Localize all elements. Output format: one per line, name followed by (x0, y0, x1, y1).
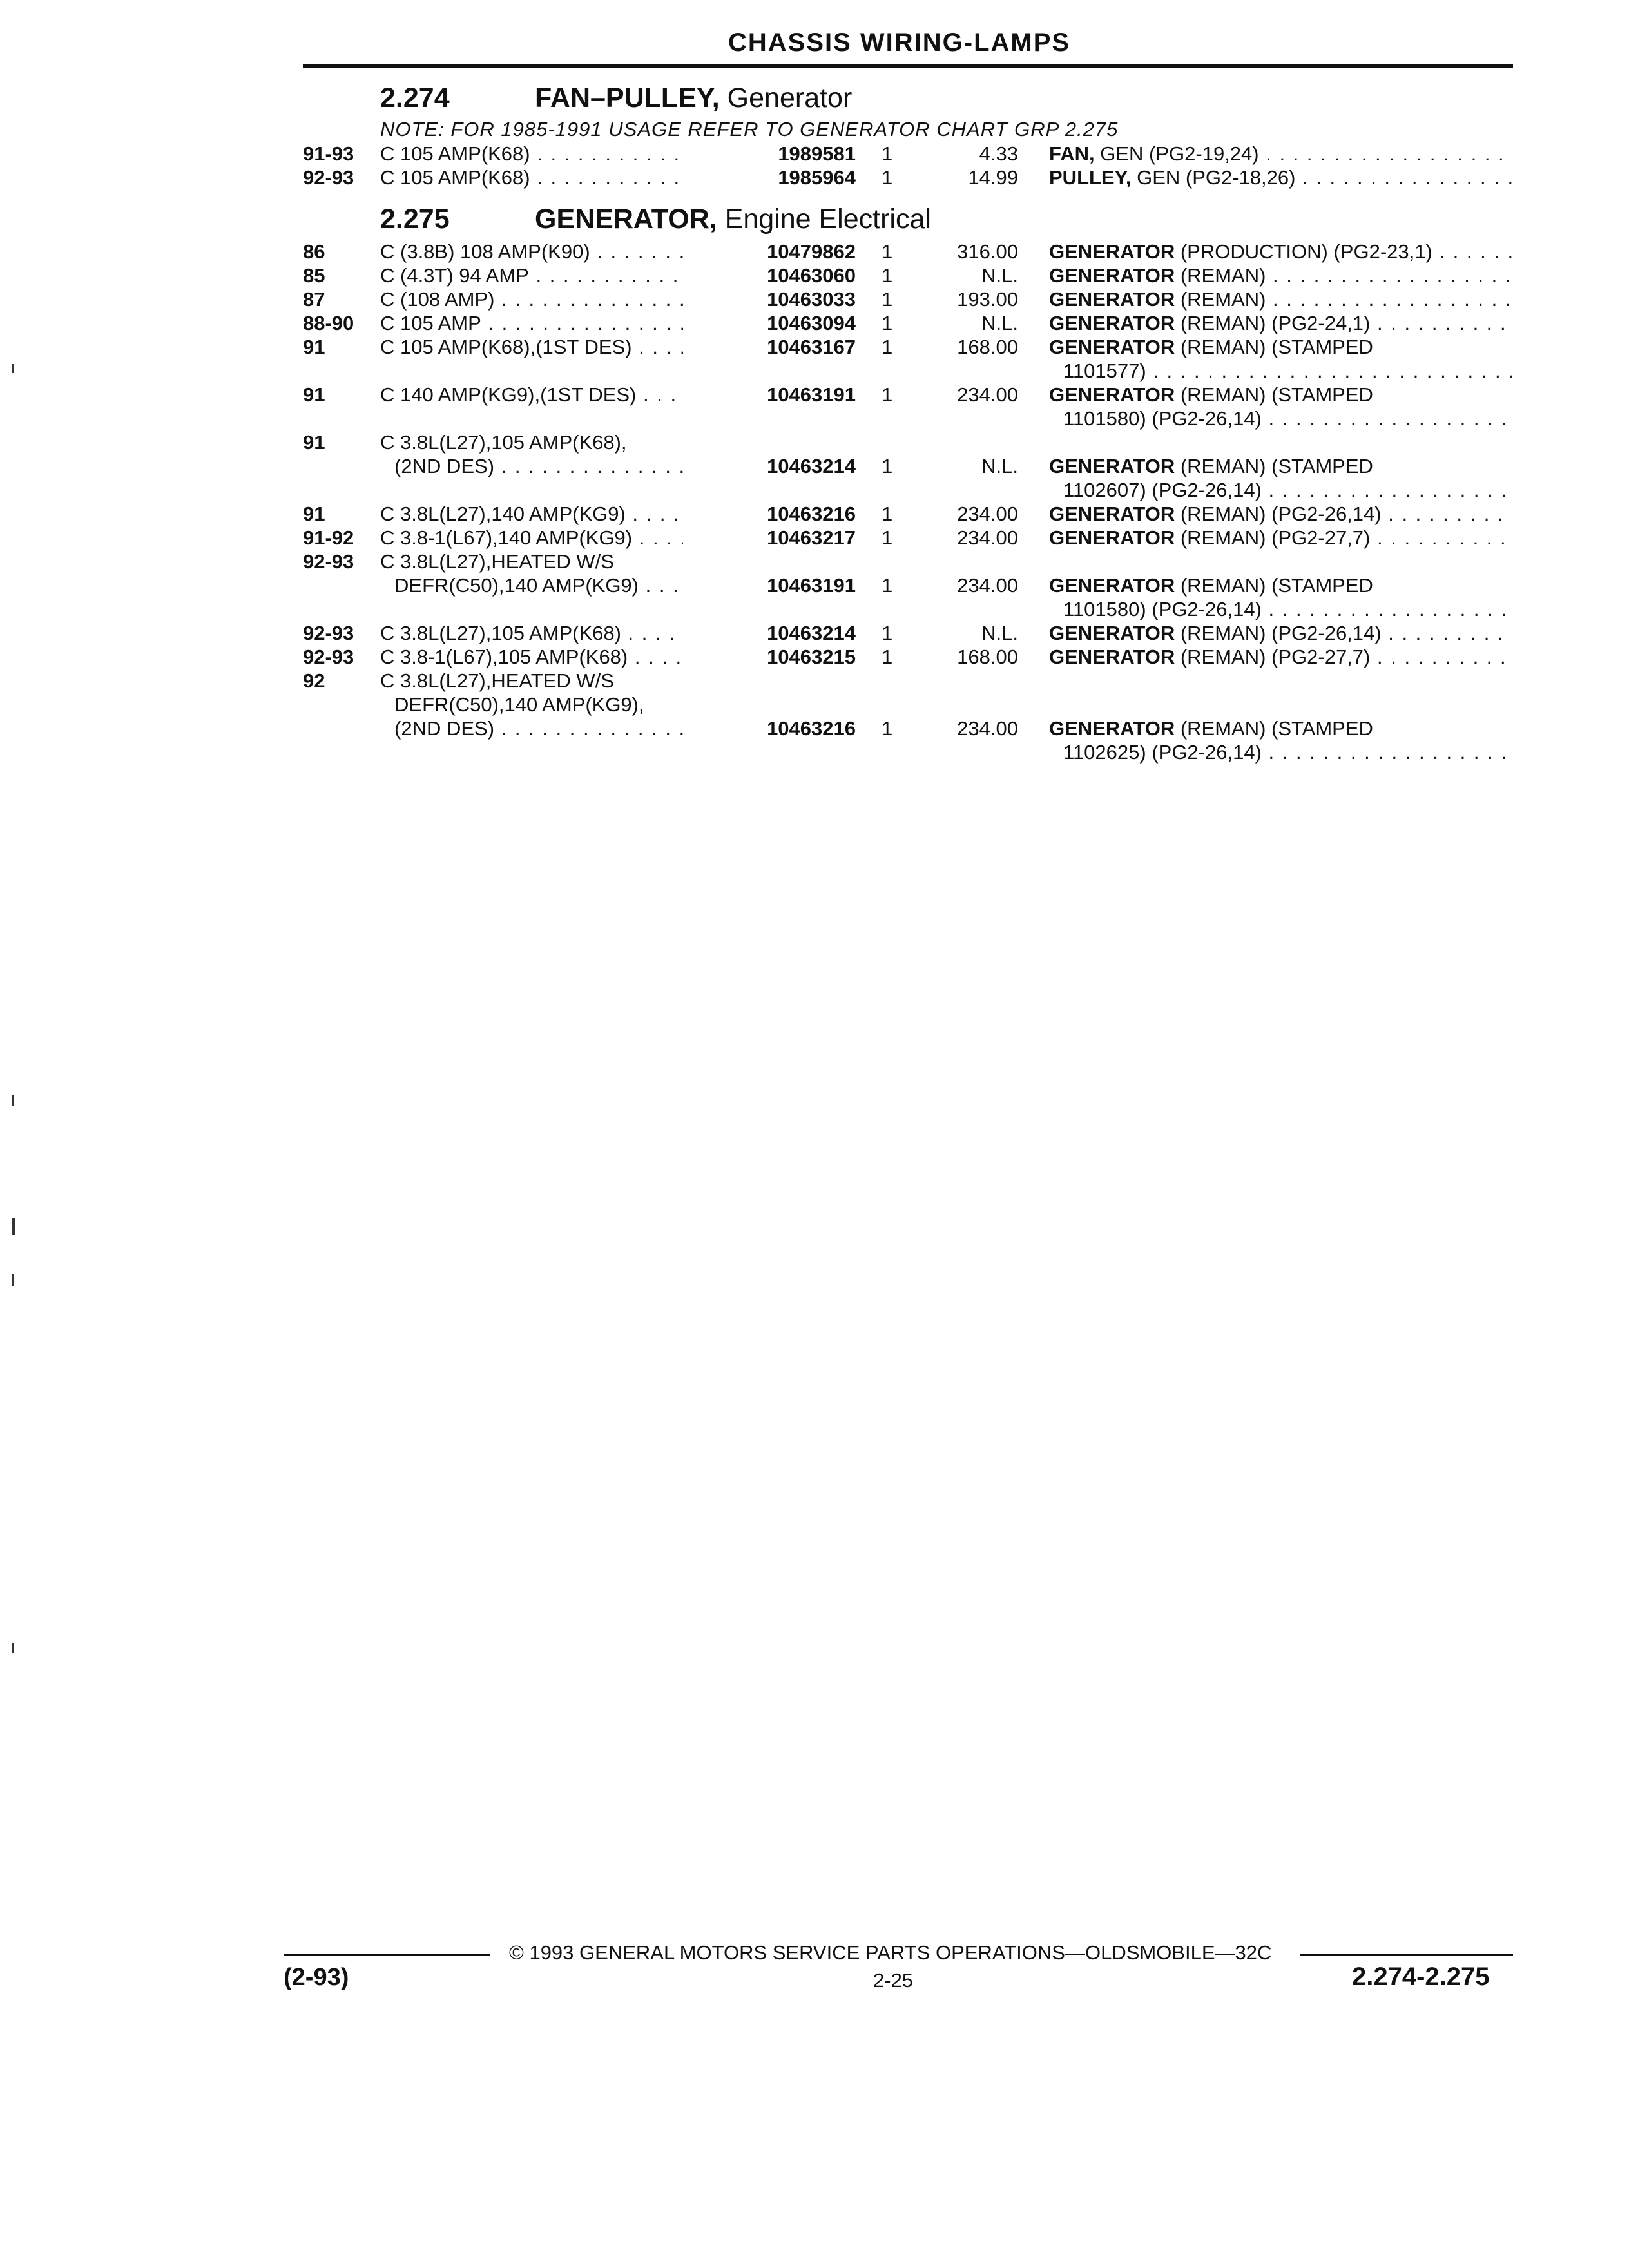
model-year: 91 (303, 431, 325, 454)
application-description: C 3.8L(L27),HEATED W/S (380, 550, 614, 573)
part-name: GENERATOR (REMAN) (PG2-27,7) . . . (1049, 526, 1513, 550)
application-description: C 105 AMP(K68) . . . (380, 166, 722, 190)
quantity: 1 (882, 455, 893, 477)
quantity: 1 (882, 288, 893, 311)
margin-mark (12, 1643, 14, 1653)
part-name-cont: 1102625) (PG2-26,14) . . . (1063, 740, 1513, 765)
price: 234.00 (957, 717, 1018, 740)
application-description-cont: (2ND DES) . . . (394, 454, 722, 479)
price: 14.99 (968, 166, 1018, 189)
header-rule (303, 64, 1513, 68)
application-description-cont: DEFR(C50),140 AMP(KG9), (394, 693, 644, 716)
part-name-cont: 1101580) (PG2-26,14) . . . (1063, 597, 1513, 622)
part-name: GENERATOR (REMAN) (PG2-26,14) . . . (1049, 502, 1513, 526)
footer-copyright: © 1993 GENERAL MOTORS SERVICE PARTS OPERATIONS—OLDSMOBILE—32C (509, 1941, 1272, 1964)
table-row (0, 166, 1629, 191)
part-number: 1989581 (683, 142, 856, 166)
part-number: 10463060 (683, 264, 856, 288)
part-name: GENERATOR (REMAN) (STAMPED (1049, 717, 1373, 740)
part-number: 10463191 (683, 573, 856, 598)
section-title: FAN–PULLEY, Generator (535, 82, 853, 113)
table-row (0, 550, 1629, 575)
price: 4.33 (979, 142, 1018, 165)
model-year: 92-93 (303, 550, 354, 573)
part-number: 10463215 (683, 645, 856, 669)
usage-note: NOTE: FOR 1985-1991 USAGE REFER TO GENERATOR CHART GRP 2.275 (380, 118, 1119, 140)
table-row (0, 502, 1629, 528)
table-row-continuation (0, 454, 1629, 480)
application-description-cont: (2ND DES) . . . (394, 716, 722, 741)
part-name-cont: 1101577) . . . (1063, 359, 1513, 383)
application-description: C (3.8B) 108 AMP(K90) . . . (380, 240, 722, 264)
part-name: GENERATOR (REMAN) (STAMPED (1049, 574, 1373, 597)
part-name: GENERATOR (REMAN) (PG2-24,1) . . . (1049, 311, 1513, 336)
application-description: C 105 AMP(K68) . . . (380, 142, 722, 166)
part-name: GENERATOR (REMAN) (PG2-26,14) . . . (1049, 621, 1513, 646)
model-year: 91-93 (303, 142, 354, 165)
part-name: GENERATOR (REMAN) (STAMPED (1049, 336, 1373, 358)
table-row-continuation (0, 573, 1629, 599)
application-description: C 3.8L(L27),105 AMP(K68), (380, 431, 627, 454)
part-name-continuation (0, 478, 1629, 504)
quantity: 1 (882, 336, 893, 358)
price: 234.00 (957, 383, 1018, 406)
part-number: 10463167 (683, 335, 856, 360)
price: N.L. (981, 455, 1018, 477)
table-row (0, 311, 1629, 337)
price: 168.00 (957, 336, 1018, 358)
price: N.L. (981, 312, 1018, 334)
price: 234.00 (957, 526, 1018, 549)
table-row (0, 142, 1629, 168)
footer-rule-right (1300, 1954, 1513, 1956)
part-name: GENERATOR (REMAN) (STAMPED (1049, 455, 1373, 477)
price: 234.00 (957, 574, 1018, 597)
price: 316.00 (957, 240, 1018, 263)
part-name-continuation (0, 359, 1629, 385)
application-description: C 3.8-1(L67),105 AMP(K68) . . . (380, 645, 722, 669)
table-row-continuation (0, 716, 1629, 742)
section-title: GENERATOR, Engine Electrical (535, 204, 931, 235)
page-header-title: CHASSIS WIRING-LAMPS (728, 28, 1071, 57)
table-row (0, 264, 1629, 289)
model-year: 88-90 (303, 312, 354, 334)
part-name-continuation (0, 597, 1629, 623)
part-number: 10463216 (683, 716, 856, 741)
part-name-continuation (0, 407, 1629, 432)
application-description: C (4.3T) 94 AMP . . . (380, 264, 722, 288)
quantity: 1 (882, 574, 893, 597)
quantity: 1 (882, 646, 893, 668)
model-year: 87 (303, 288, 325, 311)
part-name-continuation (0, 740, 1629, 766)
application-description: C 3.8L(L27),105 AMP(K68) . . . (380, 621, 722, 646)
quantity: 1 (882, 526, 893, 549)
part-number: 10463033 (683, 287, 856, 312)
table-row (0, 240, 1629, 265)
margin-mark (12, 1274, 14, 1286)
margin-mark (12, 1218, 15, 1235)
part-number: 10463214 (683, 454, 856, 479)
model-year: 92-93 (303, 646, 354, 668)
part-name: PULLEY, GEN (PG2-18,26) . . . (1049, 166, 1513, 190)
quantity: 1 (882, 503, 893, 525)
quantity: 1 (882, 717, 893, 740)
model-year: 86 (303, 240, 325, 263)
quantity: 1 (882, 312, 893, 334)
table-row (0, 526, 1629, 552)
part-number: 10463214 (683, 621, 856, 646)
model-year: 92-93 (303, 622, 354, 644)
quantity: 1 (882, 240, 893, 263)
application-description: C 3.8L(L27),140 AMP(KG9) . . . (380, 502, 722, 526)
part-name-cont: 1102607) (PG2-26,14) . . . (1063, 478, 1513, 503)
model-year: 91-92 (303, 526, 354, 549)
model-year: 85 (303, 264, 325, 287)
part-number: 10479862 (683, 240, 856, 264)
application-description: C (108 AMP) . . . (380, 287, 722, 312)
footer-rule-left (284, 1954, 490, 1956)
table-row-continuation (0, 693, 1629, 718)
application-description: C 105 AMP(K68),(1ST DES) . . . (380, 335, 722, 360)
part-name: GENERATOR (REMAN) (PG2-27,7) . . . (1049, 645, 1513, 669)
quantity: 1 (882, 142, 893, 165)
part-number: 10463216 (683, 502, 856, 526)
part-name: GENERATOR (REMAN) . . . (1049, 287, 1513, 312)
part-number: 10463217 (683, 526, 856, 550)
footer-date-code: (2-93) (284, 1964, 349, 1991)
application-description: C 140 AMP(KG9),(1ST DES) . . . (380, 383, 722, 407)
margin-mark (12, 1095, 14, 1106)
part-number: 1985964 (683, 166, 856, 190)
part-name: GENERATOR (REMAN) (STAMPED (1049, 383, 1373, 406)
section-number: 2.275 (380, 204, 450, 235)
price: N.L. (981, 264, 1018, 287)
part-name-cont: 1101580) (PG2-26,14) . . . (1063, 407, 1513, 431)
table-row (0, 287, 1629, 313)
part-name: FAN, GEN (PG2-19,24) . . . (1049, 142, 1513, 166)
price: 168.00 (957, 646, 1018, 668)
table-row (0, 645, 1629, 671)
model-year: 91 (303, 503, 325, 525)
footer-page-number: 2-25 (873, 1969, 914, 1992)
part-number: 10463191 (683, 383, 856, 407)
table-row (0, 383, 1629, 408)
application-description: C 3.8-1(L67),140 AMP(KG9) . . . (380, 526, 722, 550)
price: 234.00 (957, 503, 1018, 525)
model-year: 92 (303, 669, 325, 692)
model-year: 92-93 (303, 166, 354, 189)
application-description: C 3.8L(L27),HEATED W/S (380, 669, 614, 692)
table-row (0, 621, 1629, 647)
table-row (0, 335, 1629, 361)
table-row (0, 430, 1629, 456)
table-row (0, 669, 1629, 695)
footer-group-range: 2.274-2.275 (1352, 1963, 1490, 1991)
application-description-cont: DEFR(C50),140 AMP(KG9) . . . (394, 573, 722, 598)
model-year: 91 (303, 383, 325, 406)
quantity: 1 (882, 264, 893, 287)
quantity: 1 (882, 383, 893, 406)
part-name: GENERATOR (REMAN) . . . (1049, 264, 1513, 288)
price: 193.00 (957, 288, 1018, 311)
application-description: C 105 AMP . . . (380, 311, 722, 336)
margin-mark (12, 364, 14, 373)
model-year: 91 (303, 336, 325, 358)
section-number: 2.274 (380, 82, 450, 113)
part-name: GENERATOR (PRODUCTION) (PG2-23,1) . . . (1049, 240, 1513, 264)
quantity: 1 (882, 166, 893, 189)
quantity: 1 (882, 622, 893, 644)
price: N.L. (981, 622, 1018, 644)
part-number: 10463094 (683, 311, 856, 336)
